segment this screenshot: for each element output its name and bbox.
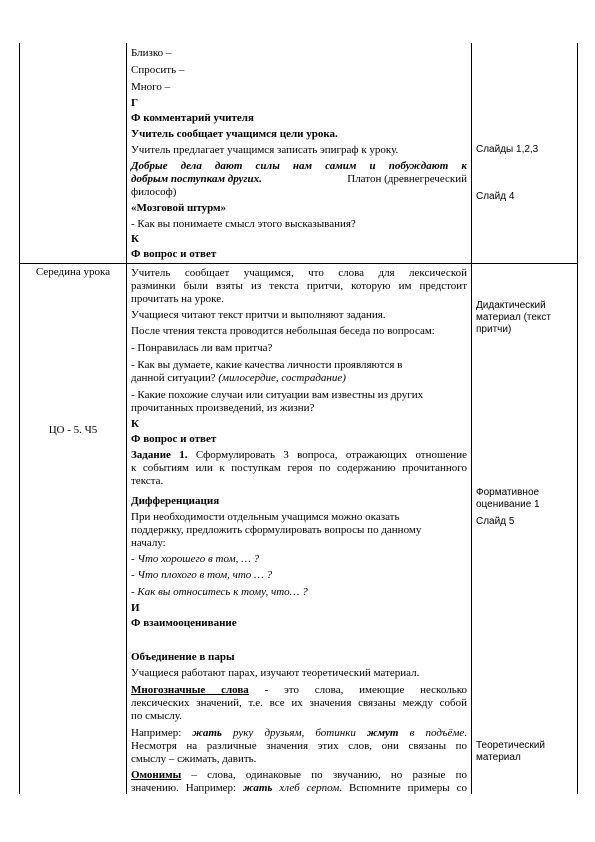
epigraph-author-note: философ): [131, 186, 177, 198]
para1-line1: Учитель сообщает учащимся, что слова для лексической: [131, 267, 467, 279]
question-2-answer: (милосердие, сострадание): [218, 372, 346, 384]
homonyms-term: Омонимы: [131, 769, 182, 781]
example-line3: смыслу – сжимать, давить.: [131, 753, 257, 765]
question-meaning: - Как вы понимаете смысл этого высказывания?: [131, 218, 356, 230]
starter-2: - Что плохого в том, что … ?: [131, 569, 273, 581]
polysemy-term: Многозначные слова: [131, 684, 249, 696]
example-phrase-1: руку друзьям, ботинки: [221, 727, 367, 739]
differentiation-heading: Дифференциация: [131, 495, 220, 507]
diff-line2: поддержку, предложить сформулировать вопросы по данному: [131, 524, 422, 536]
didactic-material: Дидактический материал (текст притчи): [476, 300, 551, 335]
column-divider-1: [126, 43, 127, 794]
homonyms-prefix: значению. Например:: [131, 782, 244, 794]
task1-line1: [131, 449, 467, 462]
para3: После чтения текста проводится небольшая беседа по вопросам:: [131, 325, 435, 337]
slide-5: Слайд 5: [476, 516, 515, 527]
para1-line3: прочитать на уроке.: [131, 293, 224, 305]
example-word-1: жать: [192, 727, 222, 739]
form-k-2: К: [131, 418, 139, 430]
form-k-1: К: [131, 233, 139, 245]
homonyms-line1: [131, 769, 467, 782]
table-border-right: [577, 43, 578, 794]
row-divider: [19, 263, 578, 264]
learning-objective-code: ЦО - 5. Ч5: [48, 424, 98, 436]
para1-line2: разминки были взяты из текста притчи, которую им предстоит: [131, 280, 467, 292]
starter-3: - Как вы относитесь к тому, что… ?: [131, 586, 308, 598]
homonyms-line2: [131, 782, 467, 795]
brainstorm-heading: «Мозговой штурм»: [131, 202, 227, 214]
pairs-text: Учащиеся работают парах, изучают теоретический материал.: [131, 667, 420, 679]
homonyms-word: жать: [243, 782, 273, 794]
word-blizko: Близко –: [131, 47, 172, 59]
diff-line1: При необходимости отдельным учащимся можно оказать: [131, 511, 400, 523]
starter-1: - Что хорошего в том, … ?: [131, 553, 260, 565]
homonyms-phrase: хлеб серпом: [272, 782, 340, 794]
task1-label: Задание 1.: [131, 449, 188, 461]
example-line2: Несмотря на различные значения этих слов, они связаны по: [131, 740, 467, 752]
polysemy-line1: [131, 684, 467, 697]
feedback-qa-1: Ф вопрос и ответ: [131, 248, 217, 260]
para2: Учащиеся читают текст притчи и выполняют задания.: [131, 309, 386, 321]
homonyms-rest: . Вспомните примеры со: [339, 782, 467, 794]
example-word-2: жмут: [367, 727, 399, 739]
epigraph-quote-line2: [131, 173, 467, 186]
task1-text: Сформулировать 3 вопроса, отражающих отношение: [187, 449, 467, 461]
example-period: .: [464, 727, 468, 739]
example-prefix: Например:: [131, 727, 193, 739]
epigraph-quote-line1: Добрые дела дают силы нам самим и побуждают к: [131, 160, 467, 172]
feedback-peer: Ф взаимооценивание: [131, 617, 237, 629]
question-1: - Понравилась ли вам притча?: [131, 342, 273, 354]
feedback-comment: Ф комментарий учителя: [131, 112, 254, 124]
question-3-line2: прочитанных произведений, из жизни?: [131, 402, 315, 414]
homonyms-def: – слова, одинаковые по звучанию, но разные по: [181, 769, 467, 781]
teacher-epigraph: Учитель предлагает учащимся записать эпиграф к уроку.: [131, 144, 399, 156]
polysemy-line3: по смыслу.: [131, 710, 182, 722]
task1-line3: текста.: [131, 475, 164, 487]
theory-material: Теоретический материал: [476, 740, 545, 763]
lesson-middle-label: Середина урока: [35, 266, 111, 278]
slide-4: Слайд 4: [476, 191, 515, 202]
epigraph-quote-text: добрым поступкам других.: [131, 173, 262, 185]
task1-line2: к событиям или к поступкам героя по содержанию прочитанного: [131, 462, 467, 474]
polysemy-line2: лексических значений, т.е. все их значения связаны между собой: [131, 697, 467, 709]
question-2-line2: [131, 372, 346, 385]
word-sprosit: Спросить –: [131, 64, 185, 76]
question-2-line1: - Как вы думаете, какие качества личности проявляются в: [131, 359, 403, 371]
example-phrase-2: в подъёме: [398, 727, 465, 739]
form-g: Г: [131, 97, 138, 109]
example-line1: [131, 727, 467, 740]
column-divider-2: [471, 43, 472, 794]
teacher-goals: Учитель сообщает учащимся цели урока.: [131, 128, 338, 140]
pairs-heading: Объединение в пары: [131, 651, 235, 663]
form-i: И: [131, 602, 140, 614]
formative-assessment: Формативное оценивание 1: [476, 487, 540, 510]
slides-1-2-3: Слайды 1,2,3: [476, 144, 539, 155]
feedback-qa-2: Ф вопрос и ответ: [131, 433, 217, 445]
question-3-line1: - Какие похожие случаи или ситуации вам известны из других: [131, 389, 424, 401]
table-border-left: [19, 43, 20, 794]
polysemy-def: - это слова, имеющие несколько: [248, 684, 467, 696]
word-mnogo: Много –: [131, 81, 171, 93]
epigraph-author: Платон (древнегреческий: [347, 173, 467, 185]
diff-line3: началу:: [131, 537, 166, 549]
question-2-text: данной ситуации?: [131, 372, 219, 384]
